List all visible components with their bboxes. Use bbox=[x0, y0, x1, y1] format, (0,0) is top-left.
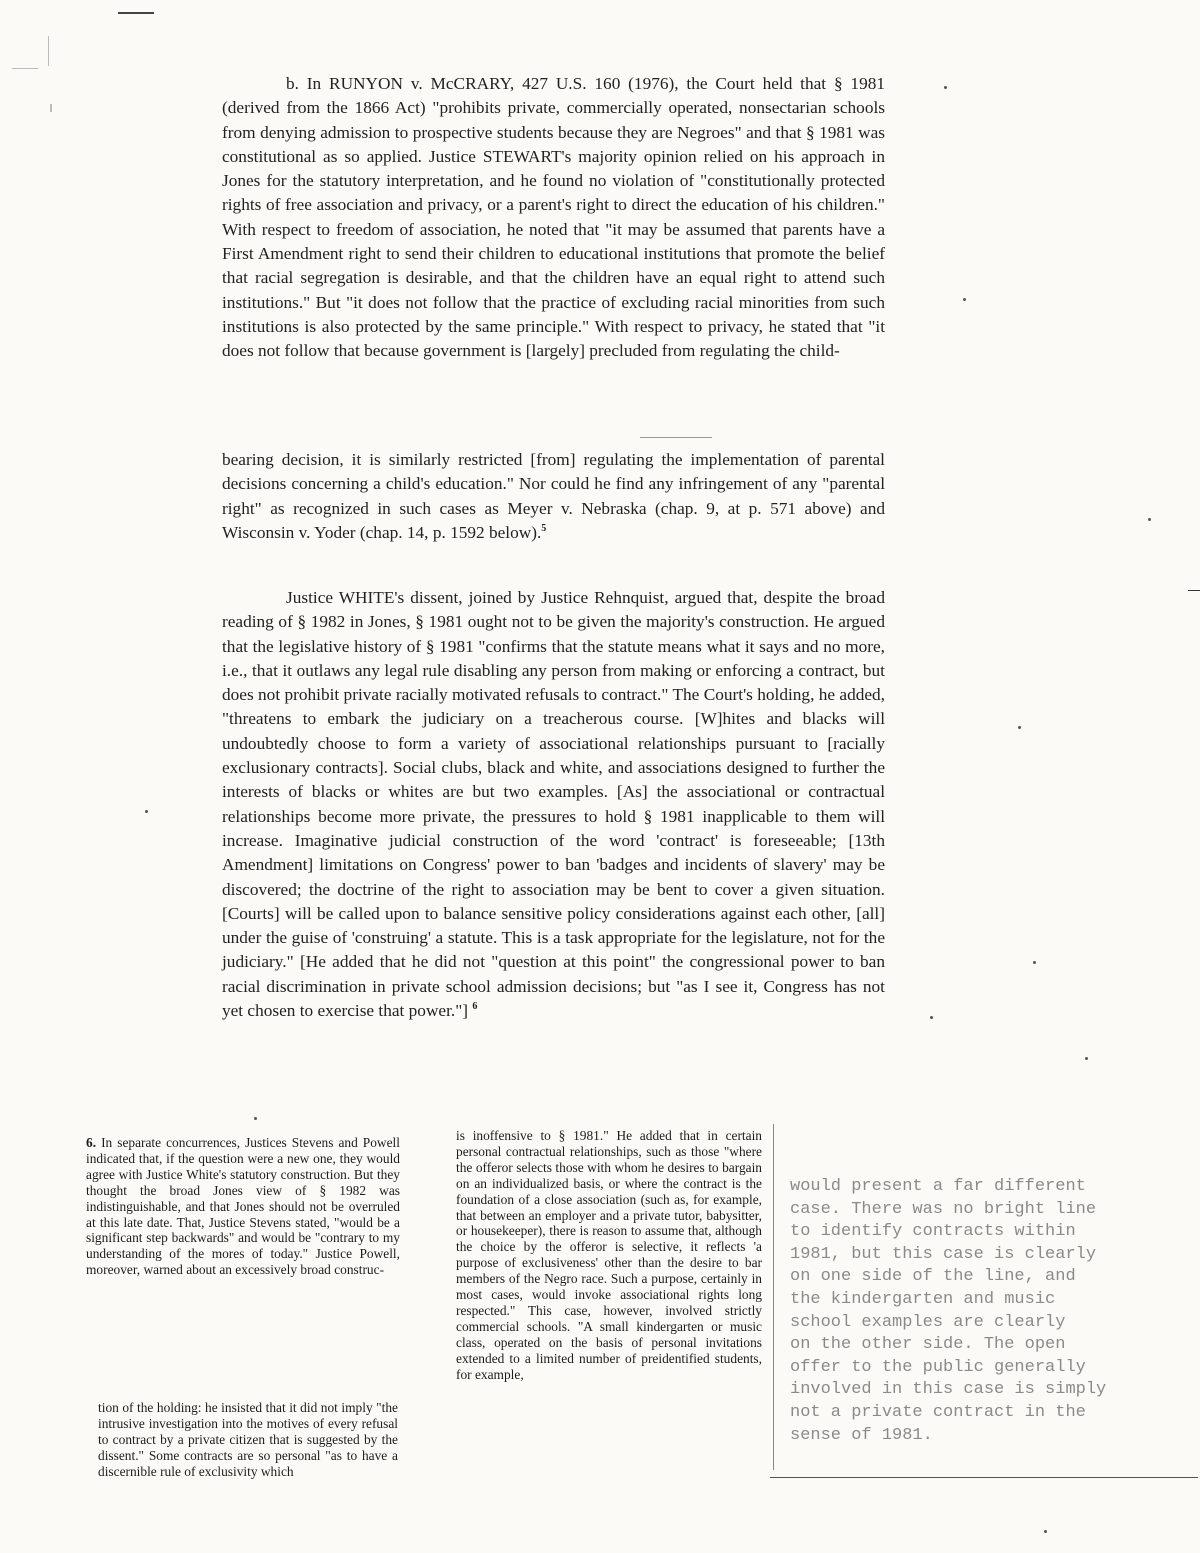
footnote-left-bottom-text: tion of the holding: he insisted that it did not imply "the intrusive investigation into the motives of every refusal to contract by a private citizen that is suggested by the dissent." Some contracts are so personal "as to have a discernible rule of exclusivity which bbox=[98, 1400, 398, 1479]
paragraph-runyon-text: b. In RUNYON v. McCRARY, 427 U.S. 160 (1976), the Court held that § 1981 (derived from the 1866 Act) "prohibits private, commercially operated, nonsectarian schools from denying admission to prospective students because they are Negroes" and that § 1981 was constitutional as so applied. Justice STEWART's majority opinion relied on his approach in Jones for the statutory interpretation, and he found no violation of "constitutionally protected rights of free association and privacy, or a parent's right to direct the education of his children." With respect to freedom of association, he noted that "it may be assumed that parents have a First Amendment right to send their children to educational institutions that promote the belief that racial segregation is desirable, and that the children have an equal right to attend such institutions." But "it does not follow that the practice of excluding racial minorities from such institutions is also protected by the same principle." With respect to privacy, he stated that "it does not follow that because government is [largely] precluded from regulating the child- bbox=[222, 74, 885, 361]
footnote-left-top-text: In separate concurrences, Justices Stevens and Powell indicated that, if the question were a new one, they would agree with Justice White's statutory construction. But they thought the broad Jones view of § 1982 was indistinguishable, and that Jones should not be overruled at this late date. That, Justice Stevens stated, "would be a significant step backwards" and would be "contrary to my understanding of the mores of today." Justice Powell, moreover, warned about an excessively broad construc- bbox=[86, 1135, 400, 1278]
paragraph-runyon-continued-text: bearing decision, it is similarly restricted [from] regulating the implementation of parental decisions concerning a child's education." Nor could he find any infringement of any "parental right" as recognized in such cases as Meyer v. Nebraska (chap. 9, at p. 571 above) and Wisconsin v. Yoder (chap. 14, p. 1592 below). bbox=[222, 450, 885, 542]
footnote-6-column-left-bottom bbox=[98, 1400, 398, 1480]
footnote-middle-text: is inoffensive to § 1981." He added that in certain personal contractual relationships, such as those "where the offeror selects those with whom he desires to bargain on an individualized basis, or where the contract is the foundation of a close association (such as, for example, that between an employer and a private tutor, babysitter, or housekeeper), there is reason to assume that, although the choice by the offeror is selective, it reflects 'a purpose of exclusiveness' other than the desire to bar members of the Negro race. Such a purpose, certainly in most cases, would invoke associational rights long respected." This case, however, involved strictly commercial schools. "A small kindergarten or music class, operated on the basis of personal invitations extended to a limited number of preidentified students, for example, bbox=[456, 1128, 762, 1382]
scan-speck bbox=[1018, 726, 1021, 729]
paragraph-white-dissent-text: Justice WHITE's dissent, joined by Justice Rehnquist, argued that, despite the broad reading of § 1982 in Jones, § 1981 ought not to be given the majority's construction. He argued that the legislative history of § 1981 "confirms that the statute means what it says and no more, i.e., that it outlaws any legal rule disabling any person from making or enforcing a contract, but does not prohibit private racially motivated refusals to contract." The Court's holding, he added, "threatens to embark the judiciary on a treacherous course. [W]hites and blacks will undoubtedly choose to form a variety of associational relationships pursuant to [racially exclusionary contracts]. Social clubs, black and white, and associations designed to further the interests of blacks or whites are but two examples. [As] the associational or contractual relationships become more private, the pressures to hold § 1981 inapplicable to them will increase. Imaginative judicial construction of the word 'contract' is foreseeable; [13th Amendment] limitations on Congress' power to ban 'badges and incidents of slavery' may be discovered; the doctrine of the right to association may be bent to cover a given situation. [Courts] will be called upon to balance sensitive policy considerations against each other, [all] under the guise of 'construing' a statute. This is a task appropriate for the legislature, not for the judiciary." [He added that he did not "question at this point" the congressional power to ban racial discrimination in private school admission decisions; but "as I see it, Congress has not yet chosen to exercise that power."] bbox=[222, 588, 885, 1021]
scan-mark-right-edge bbox=[1188, 590, 1200, 591]
paragraph-white-dissent bbox=[222, 586, 885, 1023]
scan-speck bbox=[1148, 518, 1151, 521]
scan-speck bbox=[145, 810, 148, 813]
scan-speck bbox=[930, 1016, 933, 1019]
scan-mark-top bbox=[118, 12, 154, 14]
footnote-ref-6: 6 bbox=[472, 1001, 478, 1013]
scan-speck bbox=[50, 104, 52, 112]
scan-mark-left bbox=[12, 68, 38, 69]
footnote-6-column-middle bbox=[456, 1128, 762, 1383]
pasted-note-left-edge bbox=[773, 1124, 774, 1470]
footnote-number: 6. bbox=[86, 1135, 97, 1150]
scan-speck bbox=[254, 1117, 257, 1120]
scan-speck bbox=[963, 298, 966, 301]
paragraph-runyon-continued bbox=[222, 448, 885, 545]
scan-speck bbox=[1033, 961, 1036, 964]
page-break-rule bbox=[640, 437, 712, 438]
scan-mark-left-vertical bbox=[48, 36, 49, 66]
scan-speck bbox=[944, 86, 947, 89]
footnote-ref-5: 5 bbox=[541, 523, 547, 535]
footnote-6-column-left-top bbox=[86, 1135, 400, 1278]
scan-speck bbox=[1085, 1057, 1088, 1060]
scan-speck bbox=[1044, 1530, 1047, 1533]
paragraph-runyon bbox=[222, 72, 885, 364]
pasted-note-bottom-edge bbox=[770, 1477, 1198, 1478]
typewritten-note: would present a far different case. There was no bright line to identify contracts within 1981, but this case is clearly on one side of the line, and the kindergarten and music school examples are clearly on the other side. The open offer to the public generally involved in this case is simply not a private contract in the sense of 1981. bbox=[790, 1177, 1107, 1445]
